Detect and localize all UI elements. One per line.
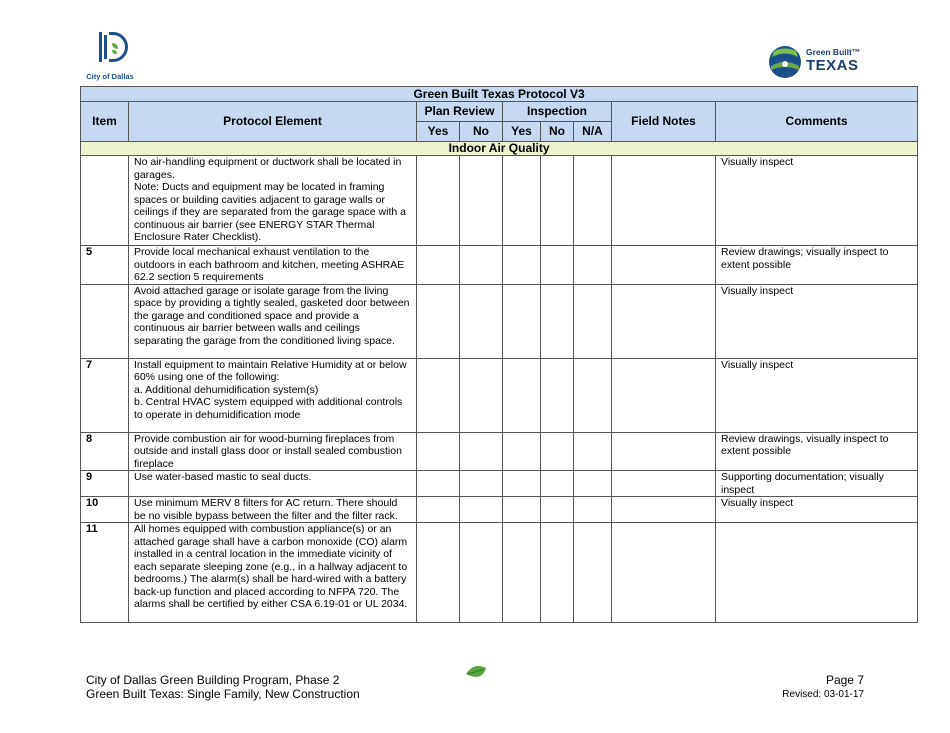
footer-program-subtitle: Green Built Texas: Single Family, New Construction xyxy=(86,687,360,701)
field-notes-cell[interactable] xyxy=(612,432,716,471)
table-row xyxy=(81,156,918,246)
footer-revised: Revised: 03-01-17 xyxy=(782,689,864,700)
row-comments: Review drawings; visually inspect to extent possible xyxy=(716,246,918,285)
row-protocol: Provide combustion air for wood-burning fireplaces from outside and install glass door or install sealed combustion fireplace xyxy=(129,432,417,471)
inspection-yes-cell[interactable] xyxy=(503,246,541,285)
plan-no-cell[interactable] xyxy=(460,432,503,471)
table-row xyxy=(81,523,918,623)
inspection-no-cell[interactable] xyxy=(541,284,574,358)
inspection-na-cell[interactable] xyxy=(574,156,612,246)
green-built-label: Green Built™ xyxy=(806,47,861,57)
footer-page-number: Page 7 xyxy=(825,673,864,687)
table-row xyxy=(81,358,918,432)
row-comments xyxy=(716,523,918,623)
plan-no-cell[interactable] xyxy=(460,497,503,523)
inspection-no-cell[interactable] xyxy=(541,523,574,623)
row-comments: Visually inspect xyxy=(716,497,918,523)
protocol-table xyxy=(80,86,918,623)
inspection-header: Inspection xyxy=(503,102,612,122)
inspection-no-cell[interactable] xyxy=(541,471,574,497)
inspection-na-header: N/A xyxy=(574,122,612,142)
row-comments: Supporting documentation; visually inspect xyxy=(716,471,918,497)
row-item: 10 xyxy=(81,497,129,523)
section-indoor-air-quality: Indoor Air Quality xyxy=(81,142,918,156)
row-protocol: Install equipment to maintain Relative Humidity at or below 60% using one of the following: a. Additional dehumidification system(s) b. Central HVAC system equipped with additional controls to operate in dehumidification mode xyxy=(129,358,417,432)
inspection-na-cell[interactable] xyxy=(574,358,612,432)
inspection-na-cell[interactable] xyxy=(574,284,612,358)
row-comments: Review drawings, visually inspect to extent possible xyxy=(716,432,918,471)
row-item: 5 xyxy=(81,246,129,285)
plan-yes-cell[interactable] xyxy=(417,497,460,523)
row-comments: Visually inspect xyxy=(716,284,918,358)
field-notes-cell[interactable] xyxy=(612,246,716,285)
inspection-na-cell[interactable] xyxy=(574,246,612,285)
inspection-yes-cell[interactable] xyxy=(503,156,541,246)
inspection-na-cell[interactable] xyxy=(574,432,612,471)
texas-globe-icon xyxy=(768,44,802,80)
table-row xyxy=(81,497,918,523)
table-title: Green Built Texas Protocol V3 xyxy=(81,87,918,102)
row-item: 9 xyxy=(81,471,129,497)
row-protocol: No air-handling equipment or ductwork shall be located in garages. Note: Ducts and equipment may be located in framing spaces or building cavities adjacent to garage walls or ceilings if they are separated from the garage space with a continuous air barrier (see ENERGY STAR Thermal Enclosure Rater Checklist). xyxy=(129,156,417,246)
inspection-yes-cell[interactable] xyxy=(503,432,541,471)
field-notes-cell[interactable] xyxy=(612,523,716,623)
city-of-dallas-logo xyxy=(84,30,136,80)
row-item: 7 xyxy=(81,358,129,432)
plan-no-cell[interactable] xyxy=(460,246,503,285)
row-item xyxy=(81,156,129,246)
col-item-header: Item xyxy=(81,102,129,142)
col-comments-header: Comments xyxy=(716,102,918,142)
table-row xyxy=(81,432,918,471)
plan-yes-cell[interactable] xyxy=(417,523,460,623)
inspection-no-cell[interactable] xyxy=(541,497,574,523)
plan-no-cell[interactable] xyxy=(460,156,503,246)
inspection-na-cell[interactable] xyxy=(574,471,612,497)
inspection-yes-cell[interactable] xyxy=(503,497,541,523)
inspection-yes-cell[interactable] xyxy=(503,523,541,623)
plan-no-cell[interactable] xyxy=(460,358,503,432)
table-row xyxy=(81,471,918,497)
footer-program-title: City of Dallas Green Building Program, Phase 2 xyxy=(86,673,340,687)
field-notes-cell[interactable] xyxy=(612,284,716,358)
row-protocol: Avoid attached garage or isolate garage from the living space by providing a tightly sealed, gasketed door between the garage and conditioned space and provide a continuous air barrier between walls and ceilings separating the garage from the conditioned living space. xyxy=(129,284,417,358)
inspection-no-cell[interactable] xyxy=(541,432,574,471)
field-notes-cell[interactable] xyxy=(612,497,716,523)
footer-left xyxy=(86,673,360,701)
green-built-texas-logo xyxy=(768,44,868,80)
plan-yes-cell[interactable] xyxy=(417,432,460,471)
plan-yes-cell[interactable] xyxy=(417,358,460,432)
field-notes-cell[interactable] xyxy=(612,358,716,432)
plan-no-cell[interactable] xyxy=(460,523,503,623)
row-protocol: All homes equipped with combustion appliance(s) or an attached garage shall have a carbon monoxide (CO) alarm installed in a central location in the immediate vicinity of each separate sleeping zone (e.g., in a hallway adjacent to bedrooms.) The alarm(s) shall be hard-wired with a battery back-up function and placed according to NFPA 720. The alarms shall be certified by either CSA 6.19-01 or UL 2034. xyxy=(129,523,417,623)
row-comments: Visually inspect xyxy=(716,358,918,432)
city-of-dallas-caption: City of Dallas xyxy=(86,72,134,81)
field-notes-cell[interactable] xyxy=(612,471,716,497)
table-row xyxy=(81,246,918,285)
inspection-na-cell[interactable] xyxy=(574,497,612,523)
inspection-yes-cell[interactable] xyxy=(503,284,541,358)
row-protocol: Use minimum MERV 8 filters for AC return. There should be no visible bypass between the filter and the filter rack. xyxy=(129,497,417,523)
row-item xyxy=(81,284,129,358)
plan-yes-cell[interactable] xyxy=(417,284,460,358)
inspection-na-cell[interactable] xyxy=(574,523,612,623)
plan-no-header: No xyxy=(460,122,503,142)
inspection-yes-cell[interactable] xyxy=(503,471,541,497)
row-protocol: Provide local mechanical exhaust ventilation to the outdoors in each bathroom and kitchen, meeting ASHRAE 62.2 section 5 requirements xyxy=(129,246,417,285)
row-item: 11 xyxy=(81,523,129,623)
row-protocol: Use water-based mastic to seal ducts. xyxy=(129,471,417,497)
col-protocol-header: Protocol Element xyxy=(129,102,417,142)
plan-review-header: Plan Review xyxy=(417,102,503,122)
inspection-no-header: No xyxy=(541,122,574,142)
texas-label: TEXAS xyxy=(806,57,859,74)
dallas-d-icon xyxy=(90,30,130,66)
leaf-icon xyxy=(464,664,488,684)
plan-yes-header: Yes xyxy=(417,122,460,142)
inspection-yes-header: Yes xyxy=(503,122,541,142)
col-field-notes-header: Field Notes xyxy=(612,102,716,142)
inspection-no-cell[interactable] xyxy=(541,156,574,246)
field-notes-cell[interactable] xyxy=(612,156,716,246)
inspection-yes-cell[interactable] xyxy=(503,358,541,432)
row-comments: Visually inspect xyxy=(716,156,918,246)
plan-yes-cell[interactable] xyxy=(417,246,460,285)
plan-no-cell[interactable] xyxy=(460,471,503,497)
inspection-no-cell[interactable] xyxy=(541,246,574,285)
inspection-no-cell[interactable] xyxy=(541,358,574,432)
row-item: 8 xyxy=(81,432,129,471)
plan-yes-cell[interactable] xyxy=(417,156,460,246)
plan-no-cell[interactable] xyxy=(460,284,503,358)
table-row xyxy=(81,284,918,358)
plan-yes-cell[interactable] xyxy=(417,471,460,497)
